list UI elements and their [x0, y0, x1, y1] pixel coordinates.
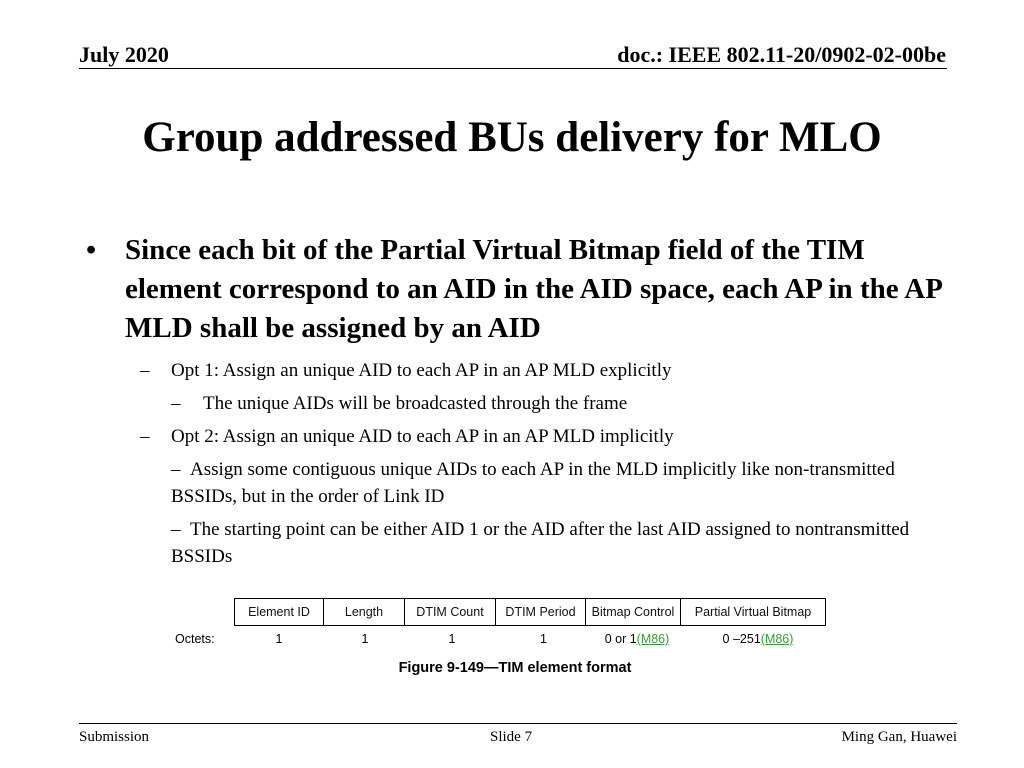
ref-link[interactable]: (M86)	[760, 632, 794, 646]
octet-value: 1	[275, 632, 283, 646]
field-cell: Partial Virtual Bitmap	[681, 599, 826, 626]
octet-value: 1	[540, 632, 547, 646]
octet-value: 0 –251(M86)	[722, 632, 794, 646]
field-cell: DTIM Count	[405, 599, 496, 626]
field-cell: Element ID	[235, 599, 324, 626]
ref-link[interactable]: (M86)	[636, 632, 670, 646]
slide-title: Group addressed BUs delivery for MLO	[142, 114, 882, 161]
octet-value: 0 or 1(M86)	[604, 632, 670, 646]
header-divider	[79, 68, 947, 69]
octet-value: 1	[361, 632, 369, 646]
sub-bullet-5	[171, 516, 941, 570]
sub-bullet-text: Opt 1: Assign an unique AID to each AP in an AP MLD explicitly	[171, 360, 672, 381]
sub-bullet-text: Opt 2: Assign an unique AID to each AP in an AP MLD implicitly	[171, 426, 674, 447]
field-cell: Bitmap Control	[586, 599, 681, 626]
dash-marker: –	[140, 360, 150, 381]
octets-label: Octets:	[175, 632, 215, 646]
footer-author: Ming Gan, Huawei	[841, 729, 957, 745]
footer-slide-number: Slide 7	[490, 729, 533, 745]
octet-value: 1	[448, 632, 456, 646]
main-bullet-text: Since each bit of the Partial Virtual Bitmap field of the TIM element correspond to an AID in the AID space, each AP in the AP MLD shall be assigned by an AID	[125, 234, 942, 344]
header-doc-number: doc.: IEEE 802.11-20/0902-02-00be	[617, 42, 946, 67]
footer-submission: Submission	[79, 729, 150, 745]
dash-marker: –	[171, 459, 181, 480]
bullet-marker: •	[86, 234, 97, 266]
header-date: July 2020	[79, 42, 169, 67]
sub-bullet-text: The unique AIDs will be broadcasted through the frame	[203, 393, 628, 414]
dash-marker: –	[140, 426, 150, 447]
tim-element-format-table	[234, 598, 826, 626]
sub-bullet-text: Assign some contiguous unique AIDs to each AP in the MLD implicitly like non-transmitted BSSIDs, but in the order of Link ID	[171, 459, 895, 507]
dash-marker: –	[171, 393, 181, 414]
figure-caption: Figure 9-149—TIM element format	[398, 660, 632, 676]
sub-bullet-text: The starting point can be either AID 1 or the AID after the last AID assigned to nontransmitted BSSIDs	[171, 519, 910, 567]
dash-marker: –	[171, 519, 181, 540]
sub-bullet-4	[171, 456, 911, 510]
field-cell: DTIM Period	[496, 599, 586, 626]
footer-divider	[79, 723, 957, 724]
tim-element-figure	[175, 598, 855, 688]
field-cell: Length	[324, 599, 405, 626]
